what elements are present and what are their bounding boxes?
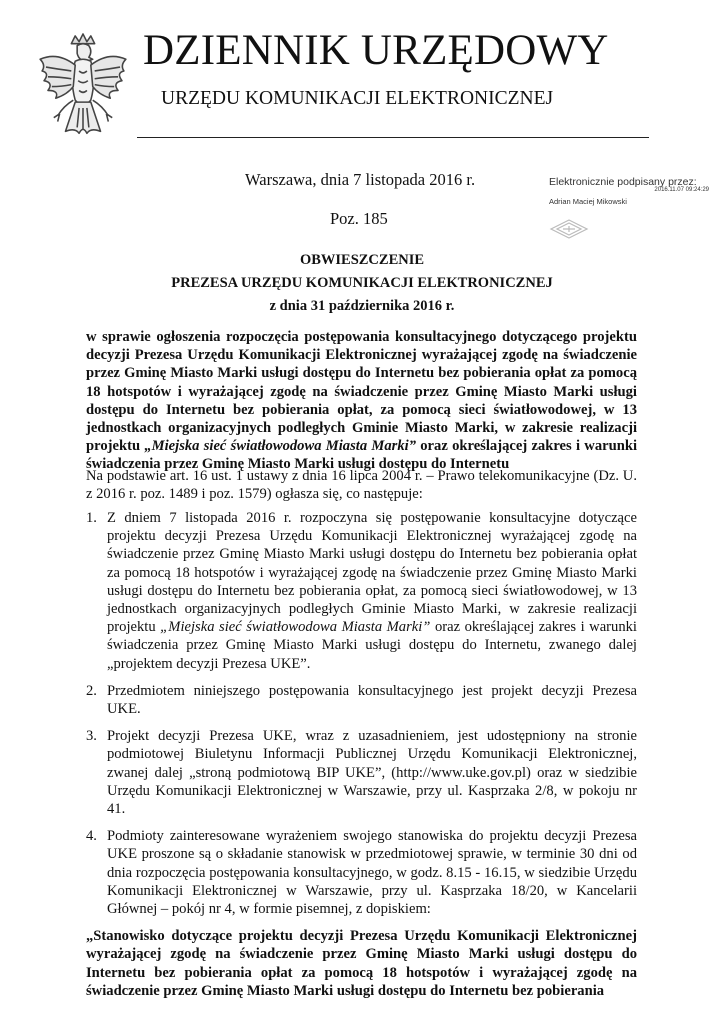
list-item bbox=[86, 509, 637, 673]
journal-title: DZIENNIK URZĘDOWY bbox=[143, 27, 609, 74]
subject-text-2: oraz określającej zakres i warunki świadczenia przez Gminę Miasto Marki usługi dostępu do Internetu bbox=[86, 438, 638, 473]
list-item bbox=[86, 827, 637, 918]
item-text-2: oraz określającej zakres i warunki świadczenia przez Gminę Miasto Marki usługi dostępu do Internetu, zwanego dalej „projektem decyzji Prezesa UKE”. bbox=[107, 619, 637, 672]
eagle-emblem-icon bbox=[34, 32, 132, 144]
item-number: 2. bbox=[86, 682, 97, 699]
item-project-name: „Miejska sieć światłowodowa Miasta Marki” bbox=[160, 619, 431, 636]
subject-text-1: w sprawie ogłoszenia rozpoczęcia postępowania konsultacyjnego dotyczącego projektu decyzji Prezesa Urzędu Komunikacji Elektronicznej wyrażającej zgodę na świadczenie przez Gminę Miasto Marki usługi dostępu do Internetu bez pobierania opłat za pomocą 18 hotspotów i wyrażającej zgodę na świadczenie przez Gminę Miasto Marki usługi dostępu do Internetu bez pobierania opłat, za pomocą sieci światłowodowej, w 13 jednostkach organizacyjnych podległych Gminie Miasto Marki, w zakresie realizacji projektu bbox=[86, 329, 637, 455]
electronic-signature bbox=[549, 176, 709, 206]
heading-date: z dnia 31 października 2016 r. bbox=[269, 298, 455, 314]
submission-annotation: „Stanowisko dotyczące projektu decyzji Prezesa Urzędu Komunikacji Elektronicznej wyrażającej zgodę na świadczenie przez Gminę Miasto Marki usługi dostępu do Internetu bez pobierania opłat za pomocą 18 hotspotów i wyrażającej zgodę na świadczenie przez Gminę Miasto Marki usługi dostępu do Internetu bez pobierania bbox=[86, 928, 637, 999]
date-line: Warszawa, dnia 7 listopada 2016 r. bbox=[245, 170, 476, 189]
subject-project-name: „Miejska sieć światłowodowa Miasta Marki” bbox=[144, 438, 416, 455]
signature-name: Adrian Maciej Mikowski bbox=[549, 197, 627, 206]
heading-authority: PREZESA URZĘDU KOMUNIKACJI ELEKTRONICZNEJ bbox=[171, 275, 553, 291]
legal-basis-paragraph: Na podstawie art. 16 ust. 1 ustawy z dnia 16 lipca 2004 r. – Prawo telekomunikacyjne (Dz. U. z 2016 r. poz. 1489 i poz. 1579) ogłasza się, co następuje: bbox=[86, 468, 637, 503]
item-text: Przedmiotem niniejszego postępowania konsultacyjnego jest projekt decyzji Prezesa UKE. bbox=[107, 682, 637, 718]
item-text-1: Z dniem 7 listopada 2016 r. rozpoczyna się postępowanie konsultacyjne dotyczące projektu decyzji Prezesa Urzędu Komunikacji Elektronicznej wyrażającej zgodę na świadczenie przez Gminę Miasto Marki usługi dostępu do Internetu bez pobierania opłat za pomocą 18 hotspotów i wyrażającej zgodę na świadczenie przez Gminę Miasto Marki usługi dostępu do Internetu bez pobierania opłat, za pomocą sieci światłowodowej, w 13 jednostkach organizacyjnych podległych Gminie Miasto Marki, w zakresie realizacji projektu bbox=[107, 510, 637, 636]
item-text: Podmioty zainteresowane wyrażeniem swojego stanowiska do projektu decyzji Prezesa UKE proszone są o składanie stanowisk w przedmiotowej sprawie, w terminie 30 dni od dnia rozpoczęcia postępowania konsultacyjnego, w godz. 8.15 - 16.15, w siedzibie Urzędu Komunikacji Elektronicznej w Warszawie, przy ul. Kasprzaka 18/20, w Kancelarii Głównej – pokój nr 4, w formie pisemnej, z dopiskiem: bbox=[107, 828, 637, 918]
item-text: Projekt decyzji Prezesa UKE, wraz z uzasadnieniem, jest udostępniony na stronie podmiotowej Biuletynu Informacji Publicznej Urzędu Komunikacji Elektronicznej, zwanej dalej „stroną podmiotową BIP UKE”, (http://www.uke.gov.pl) oraz w siedzibie Urzędu Komunikacji Elektronicznej w Warszawie, przy ul. Kasprzaka 2/8, w pokoju nr 41. bbox=[107, 728, 637, 818]
list-item bbox=[86, 682, 637, 718]
header-divider bbox=[137, 137, 649, 138]
journal-subtitle: URZĘDU KOMUNIKACJI ELEKTRONICZNEJ bbox=[161, 88, 554, 109]
provisions-list bbox=[86, 509, 637, 1000]
signature-date: 2016.11.07 09:24:29 bbox=[654, 187, 709, 193]
heading-type: OBWIESZCZENIE bbox=[299, 252, 425, 268]
item-number: 4. bbox=[86, 828, 97, 845]
item-number: 3. bbox=[86, 728, 97, 745]
list-item bbox=[86, 727, 637, 818]
subject-paragraph bbox=[86, 328, 637, 474]
position-number: Poz. 185 bbox=[330, 209, 388, 228]
signature-stamp-icon bbox=[549, 217, 589, 241]
item-number: 1. bbox=[86, 510, 97, 526]
signature-label: Elektronicznie podpisany przez: bbox=[549, 176, 697, 188]
